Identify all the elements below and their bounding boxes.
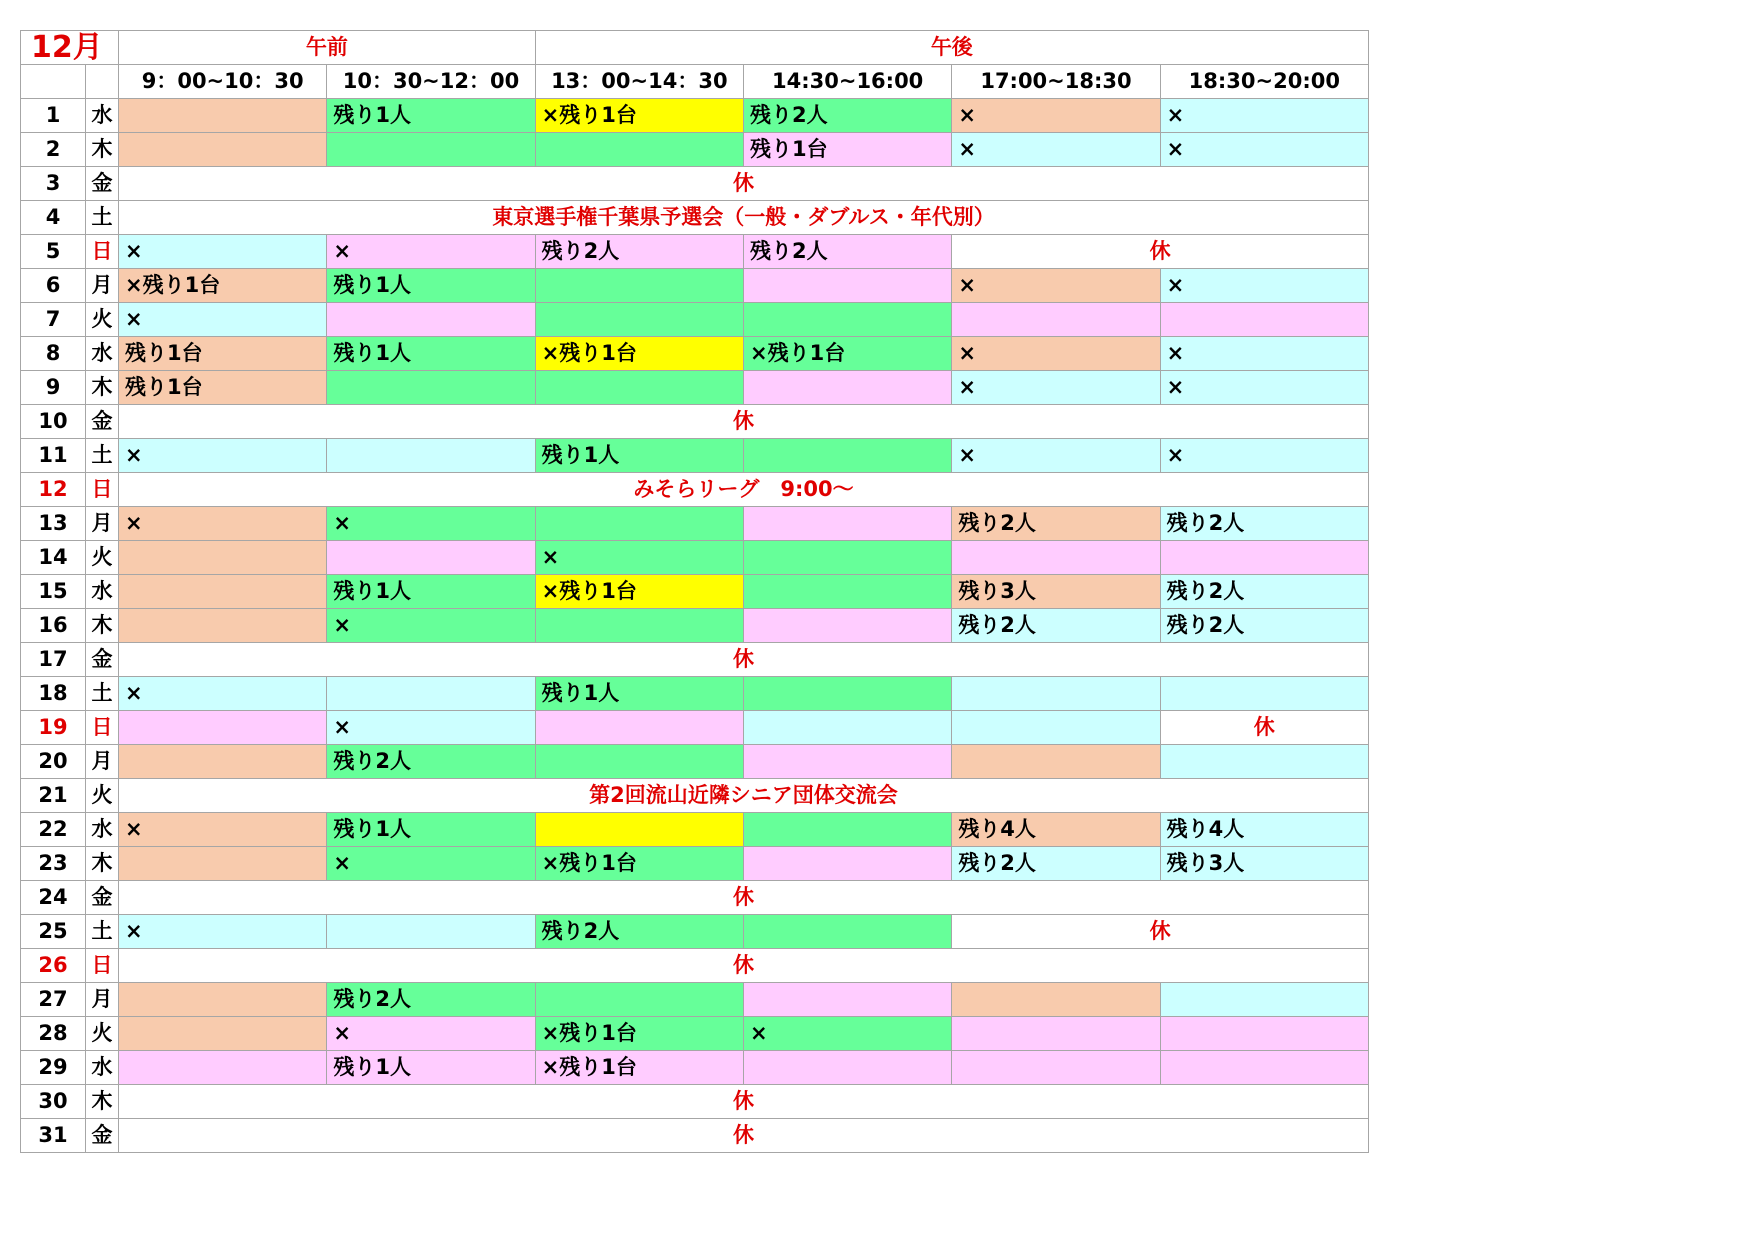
slot-cell[interactable]: 残り3人 [952,575,1160,609]
slot-cell[interactable] [743,609,951,643]
weekday-cell: 月 [86,983,119,1017]
weekday-cell: 水 [86,99,119,133]
slot-cell[interactable] [743,983,951,1017]
slot-header-1: 9：00~10：30 [119,65,327,99]
weekday-cell: 火 [86,779,119,813]
weekday-cell: 月 [86,745,119,779]
slot-cell[interactable]: × [535,541,743,575]
date-cell: 9 [21,371,86,405]
weekday-cell: 月 [86,269,119,303]
slot-cell[interactable]: 残り1人 [327,99,535,133]
table-row [21,371,1369,405]
date-cell: 1 [21,99,86,133]
slot-cell[interactable]: 残り2人 [743,235,951,269]
slot-cell[interactable] [743,847,951,881]
slot-cell[interactable] [535,133,743,167]
slot-cell[interactable]: 残り2人 [952,609,1160,643]
weekday-cell: 木 [86,371,119,405]
slot-cell[interactable] [535,303,743,337]
slot-cell[interactable] [743,541,951,575]
table-row [21,915,1369,949]
weekday-cell: 火 [86,1017,119,1051]
slot-cell[interactable]: 残り1台 [743,133,951,167]
table-row [21,303,1369,337]
slot-cell[interactable] [743,813,951,847]
table-row [21,813,1369,847]
slot-cell[interactable]: × [119,439,327,473]
slot-cell[interactable]: × [1160,337,1368,371]
closed-or-event-cell: 休 [119,949,1369,983]
weekday-cell: 木 [86,133,119,167]
slot-cell[interactable] [327,303,535,337]
weekday-cell: 木 [86,1085,119,1119]
slot-cell[interactable] [535,609,743,643]
slot-cell[interactable] [119,745,327,779]
slot-cell[interactable]: ×残り1台 [535,99,743,133]
slot-cell[interactable]: × [952,439,1160,473]
slot-cell[interactable] [952,1017,1160,1051]
slot-cell[interactable]: × [327,711,535,745]
slot-cell[interactable] [535,983,743,1017]
slot-cell[interactable] [743,745,951,779]
weekday-cell: 水 [86,575,119,609]
slot-cell[interactable] [327,371,535,405]
slot-cell[interactable] [952,677,1160,711]
table-row [21,99,1369,133]
table-row [21,167,1369,201]
slot-cell[interactable] [119,847,327,881]
slot-cell[interactable] [743,269,951,303]
weekday-cell: 水 [86,813,119,847]
slot-cell[interactable]: × [952,269,1160,303]
date-cell: 11 [21,439,86,473]
weekday-cell: 金 [86,643,119,677]
slot-cell[interactable]: 残り2人 [535,235,743,269]
slot-cell[interactable]: × [1160,133,1368,167]
closed-or-event-cell: みそらリーグ 9:00～ [119,473,1369,507]
weekday-cell: 金 [86,405,119,439]
slot-cell[interactable] [743,439,951,473]
slot-cell[interactable] [327,133,535,167]
slot-cell[interactable]: ×残り1台 [535,847,743,881]
date-cell: 24 [21,881,86,915]
date-cell: 23 [21,847,86,881]
date-cell: 31 [21,1119,86,1153]
date-cell: 21 [21,779,86,813]
date-cell: 29 [21,1051,86,1085]
date-cell: 20 [21,745,86,779]
slot-cell[interactable] [119,1017,327,1051]
slot-cell[interactable]: × [119,303,327,337]
table-row [21,337,1369,371]
slot-cell[interactable]: ×残り1台 [535,1051,743,1085]
weekday-cell: 土 [86,201,119,235]
slot-header-2: 10：30~12：00 [327,65,535,99]
slot-cell[interactable]: × [119,507,327,541]
table-row [21,439,1369,473]
slot-cell[interactable]: 残り1人 [327,1051,535,1085]
closed-or-event-cell: 第2回流山近隣シニア団体交流会 [119,779,1369,813]
date-cell: 2 [21,133,86,167]
table-row [21,507,1369,541]
closed-or-event-cell: 休 [119,167,1369,201]
weekday-cell: 日 [86,711,119,745]
slot-cell[interactable]: × [1160,371,1368,405]
slot-cell[interactable] [952,983,1160,1017]
slot-cell[interactable]: × [952,133,1160,167]
slot-cell[interactable]: × [952,337,1160,371]
blank-header-cell [21,65,86,99]
slot-cell[interactable] [119,609,327,643]
weekday-cell: 土 [86,439,119,473]
date-cell: 19 [21,711,86,745]
slot-cell[interactable]: × [327,507,535,541]
table-row [21,235,1369,269]
slot-cell[interactable] [952,541,1160,575]
slot-cell[interactable]: 残り1台 [119,337,327,371]
table-row [21,201,1369,235]
date-cell: 6 [21,269,86,303]
slot-cell[interactable] [1160,1051,1368,1085]
table-row [21,779,1369,813]
closed-or-event-cell: 休 [952,235,1369,269]
slot-cell[interactable]: 残り2人 [952,507,1160,541]
slot-cell[interactable]: 残り1人 [535,439,743,473]
weekday-cell: 日 [86,473,119,507]
slot-cell[interactable]: ×残り1台 [743,337,951,371]
weekday-cell: 土 [86,915,119,949]
table-row [21,643,1369,677]
slot-cell[interactable] [119,99,327,133]
weekday-cell: 木 [86,847,119,881]
table-row [21,847,1369,881]
slot-cell[interactable]: 残り3人 [1160,847,1368,881]
slot-cell[interactable]: × [1160,269,1368,303]
date-cell: 10 [21,405,86,439]
date-cell: 7 [21,303,86,337]
table-row [21,269,1369,303]
period-header-row [21,31,1369,65]
date-cell: 28 [21,1017,86,1051]
date-cell: 27 [21,983,86,1017]
slot-cell[interactable] [1160,745,1368,779]
table-row [21,1119,1369,1153]
weekday-cell: 月 [86,507,119,541]
slot-cell[interactable]: 残り1人 [327,269,535,303]
slot-cell[interactable]: × [327,235,535,269]
date-cell: 26 [21,949,86,983]
date-cell: 14 [21,541,86,575]
table-row [21,1085,1369,1119]
slot-cell[interactable]: ×残り1台 [535,575,743,609]
slot-cell[interactable]: 残り1人 [327,575,535,609]
date-cell: 4 [21,201,86,235]
date-cell: 16 [21,609,86,643]
slot-cell[interactable] [119,1051,327,1085]
slot-cell[interactable] [535,507,743,541]
table-row [21,881,1369,915]
slot-cell[interactable]: × [119,813,327,847]
table-row [21,473,1369,507]
weekday-cell: 日 [86,235,119,269]
blank-header-cell [86,65,119,99]
slot-cell[interactable]: ×残り1台 [535,1017,743,1051]
slot-header-6: 18:30~20:00 [1160,65,1368,99]
slot-cell[interactable] [1160,541,1368,575]
slot-cell[interactable]: 残り2人 [535,915,743,949]
slot-cell[interactable] [743,371,951,405]
schedule-body [21,99,1369,1153]
month-label: 12月 [21,31,119,65]
slot-cell[interactable] [535,813,743,847]
slot-cell[interactable] [327,439,535,473]
slot-cell[interactable]: 残り2人 [327,745,535,779]
period-am: 午前 [119,31,536,65]
slot-cell[interactable] [535,711,743,745]
slot-cell[interactable]: × [952,99,1160,133]
date-cell: 30 [21,1085,86,1119]
slot-cell[interactable]: 残り1人 [327,813,535,847]
slot-cell[interactable] [743,575,951,609]
weekday-cell: 金 [86,167,119,201]
slot-cell[interactable] [743,1051,951,1085]
slot-cell[interactable] [119,133,327,167]
slot-cell[interactable] [535,745,743,779]
weekday-cell: 金 [86,1119,119,1153]
slot-cell[interactable]: × [952,371,1160,405]
slot-cell[interactable]: ×残り1台 [119,269,327,303]
slot-cell[interactable]: 残り2人 [1160,507,1368,541]
slot-cell[interactable] [743,711,951,745]
slot-cell[interactable] [743,915,951,949]
date-cell: 15 [21,575,86,609]
slot-cell[interactable] [952,711,1160,745]
table-row [21,405,1369,439]
weekday-cell: 火 [86,541,119,575]
date-cell: 18 [21,677,86,711]
slot-cell[interactable] [119,711,327,745]
slot-cell[interactable] [535,269,743,303]
closed-or-event-cell: 休 [119,643,1369,677]
weekday-cell: 土 [86,677,119,711]
slot-cell[interactable]: 残り2人 [327,983,535,1017]
table-row [21,1051,1369,1085]
slot-cell[interactable] [327,677,535,711]
date-cell: 5 [21,235,86,269]
slot-cell[interactable] [952,745,1160,779]
slot-cell[interactable]: 残り1人 [535,677,743,711]
slot-cell[interactable]: 残り4人 [1160,813,1368,847]
date-cell: 3 [21,167,86,201]
table-row [21,541,1369,575]
slot-cell[interactable] [119,983,327,1017]
slot-cell[interactable] [327,915,535,949]
weekday-cell: 水 [86,1051,119,1085]
weekday-cell: 木 [86,609,119,643]
date-cell: 13 [21,507,86,541]
table-row [21,983,1369,1017]
table-row [21,575,1369,609]
date-cell: 17 [21,643,86,677]
weekday-cell: 水 [86,337,119,371]
slot-cell[interactable]: × [1160,99,1368,133]
weekday-cell: 日 [86,949,119,983]
table-row [21,949,1369,983]
table-row [21,609,1369,643]
weekday-cell: 金 [86,881,119,915]
slot-cell[interactable]: 残り2人 [952,847,1160,881]
slot-cell[interactable]: × [743,1017,951,1051]
slot-cell[interactable] [119,541,327,575]
slot-header-row [21,65,1369,99]
table-row [21,745,1369,779]
slot-header-4: 14:30~16:00 [743,65,951,99]
slot-cell[interactable] [743,677,951,711]
slot-cell[interactable] [952,1051,1160,1085]
slot-cell[interactable] [119,575,327,609]
closed-or-event-cell: 休 [119,405,1369,439]
table-row [21,677,1369,711]
slot-cell[interactable]: × [327,609,535,643]
table-row [21,1017,1369,1051]
slot-cell[interactable] [743,507,951,541]
period-pm: 午後 [535,31,1368,65]
weekday-cell: 火 [86,303,119,337]
slot-cell[interactable]: × [119,235,327,269]
date-cell: 8 [21,337,86,371]
table-row [21,133,1369,167]
slot-cell[interactable]: 残り2人 [1160,609,1368,643]
closed-or-event-cell: 休 [119,881,1369,915]
slot-cell[interactable]: × [119,915,327,949]
slot-cell[interactable] [327,541,535,575]
slot-cell[interactable]: 残り4人 [952,813,1160,847]
date-cell: 25 [21,915,86,949]
slot-cell[interactable]: 残り2人 [1160,575,1368,609]
slot-cell[interactable]: × [119,677,327,711]
slot-cell[interactable]: 残り1台 [119,371,327,405]
closed-or-event-cell: 休 [1160,711,1368,745]
slot-cell[interactable]: × [327,1017,535,1051]
slot-cell[interactable]: ×残り1台 [535,337,743,371]
slot-cell[interactable] [1160,303,1368,337]
slot-cell[interactable] [1160,1017,1368,1051]
closed-or-event-cell: 休 [119,1119,1369,1153]
slot-cell[interactable] [535,371,743,405]
slot-cell[interactable] [743,303,951,337]
closed-or-event-cell: 東京選手権千葉県予選会（一般・ダブルス・年代別） [119,201,1369,235]
slot-cell[interactable] [1160,677,1368,711]
slot-cell[interactable]: 残り2人 [743,99,951,133]
slot-cell[interactable]: 残り1人 [327,337,535,371]
closed-or-event-cell: 休 [119,1085,1369,1119]
slot-cell[interactable]: × [327,847,535,881]
date-cell: 12 [21,473,86,507]
slot-cell[interactable] [1160,983,1368,1017]
date-cell: 22 [21,813,86,847]
slot-header-5: 17:00~18:30 [952,65,1160,99]
reservation-schedule-table [20,30,1369,1153]
closed-or-event-cell: 休 [952,915,1369,949]
slot-cell[interactable]: × [1160,439,1368,473]
table-row [21,711,1369,745]
slot-header-3: 13：00~14：30 [535,65,743,99]
slot-cell[interactable] [952,303,1160,337]
